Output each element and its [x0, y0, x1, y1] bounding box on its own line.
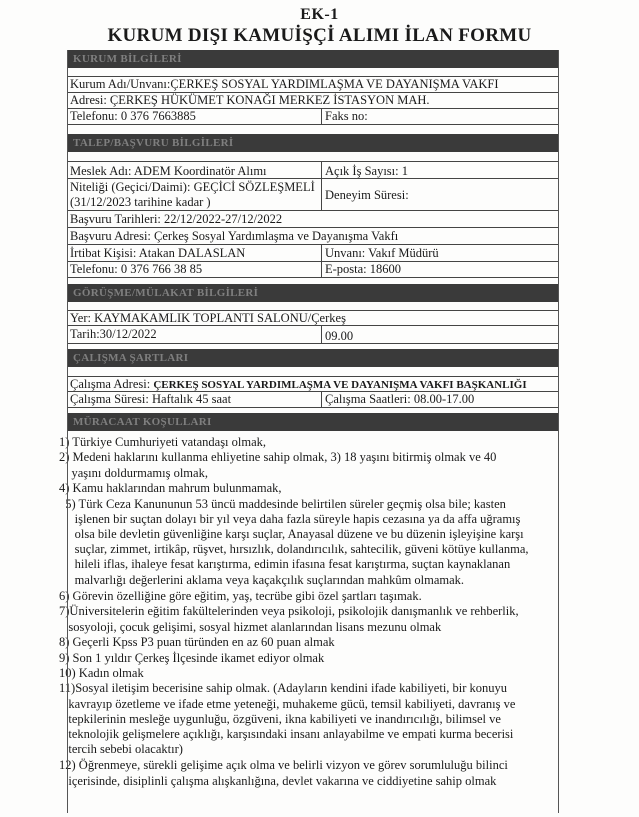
work-hours: Çalışma Saatleri: 08.00-17.00 — [321, 392, 474, 407]
requirement-item — [59, 497, 559, 588]
requirement-line: 8) Geçerli Kpss P3 puan türünden en az 60 puan almak — [59, 635, 335, 650]
requirement-line: 7)Üniversitelerin eğitim fakültelerinden veya psikoloji, psikolojik danışmanlık ve rehberlik, — [59, 604, 519, 619]
annex-label: EK-1 — [300, 6, 339, 23]
requirement-line: tercih sebebi olacaktır) — [59, 742, 183, 757]
requirement-line: yaşını doldurmamış olmak, — [59, 465, 208, 480]
section-header-gorusme: GÖRÜŞME/MÜLAKAT BİLGİLERİ — [67, 284, 559, 302]
contact-email: E-posta: 18600 — [321, 262, 401, 277]
kurum-address-row — [67, 93, 559, 109]
interview-place-row — [67, 310, 559, 326]
interview-place: Yer: KAYMAKAMLIK TOPLANTI SALONU/Çerkeş — [70, 311, 346, 325]
requirement-item — [59, 681, 559, 757]
form-title: KURUM DIŞI KAMUİŞÇİ ALIMI İLAN FORMU — [107, 25, 532, 46]
talep-job-row — [67, 161, 559, 179]
requirement-item — [59, 435, 559, 450]
work-duration: Çalışma Süresi: Haftalık 45 saat — [70, 392, 232, 406]
interview-time-row — [67, 326, 559, 344]
requirement-line: teknolojik gelişmelere açıklığı, karşısındaki insanı anlayabilme ve empati kurma becerisi — [59, 727, 514, 741]
kurum-contact-row — [67, 109, 559, 125]
talep-phone-row — [67, 262, 559, 278]
job-nature-line2: (31/12/2023 tarihine kadar ) — [70, 195, 211, 209]
requirement-item — [59, 651, 559, 666]
section-header-kurum: KURUM BİLGİLERİ — [67, 50, 559, 68]
contact-person: İrtibat Kişisi: Atakan DALASLAN — [70, 246, 246, 260]
kurum-name-row — [67, 76, 559, 93]
open-positions: Açık İş Sayısı: 1 — [321, 162, 408, 178]
talep-dates-row — [67, 211, 559, 228]
requirement-line: tepkilerinin mesleğe uygunluğu, özgüveni, ikna kabiliyeti ve inandırıcılığı, bilimsel ve — [59, 711, 501, 726]
requirement-line: 2) Medeni haklarını kullanma ehliyetine sahip olmak, 3) 18 yaşını bitirmiş olmak ve 40 — [59, 450, 497, 465]
requirement-line: işlenen bir suçtan dolayı bir yıl veya daha fazla süreyle hapis cezasına ya da affa uğramış — [59, 511, 521, 526]
requirement-item — [59, 758, 559, 788]
experience: Deneyim Süresi: — [321, 179, 409, 210]
section-header-muracaat: MÜRACAAT KOŞULLARI — [67, 413, 559, 431]
requirement-line: malvarlığı değerlerini aklama veya kaçakçılık suçlarından mahkûm olmamak. — [59, 572, 465, 587]
job-nature — [67, 179, 315, 210]
work-hours-row — [67, 392, 559, 408]
requirement-line: suçlar, zimmet, irtikâp, rüşvet, hırsızlık, dolandırıcılık, sahtecilik, güveni kötüye kullanma, — [59, 542, 529, 557]
requirement-line: hileli iflas, ihaleye fesat karıştırma, edimin ifasına fesat karıştırma, suçtan kaynaklanan — [59, 557, 511, 572]
requirement-line: 9) Son 1 yıldır Çerkeş İlçesinde ikamet ediyor olmak — [59, 650, 325, 665]
application-address: Başvuru Adresi: Çerkeş Sosyal Yardımlaşma ve Dayanışma Vakfı — [70, 229, 399, 243]
interview-hour: 09.00 — [321, 326, 353, 343]
talep-nature-row — [67, 179, 559, 211]
kurum-fax: Faks no: — [321, 109, 368, 124]
contact-phone: Telefonu: 0 376 766 38 85 — [70, 262, 203, 276]
requirement-item — [59, 666, 559, 681]
work-address-label: Çalışma Adresi: — [70, 377, 154, 391]
requirement-item — [59, 635, 559, 650]
job-nature-line1: Niteliği (Geçici/Daimi): GEÇİCİ SÖZLEŞMELİ — [70, 180, 315, 194]
requirement-item — [59, 589, 559, 604]
requirement-line: 11)Sosyal iletişim becerisine sahip olmak. (Adayların kendini ifade kabiliyeti, bir konuyu — [59, 681, 508, 696]
requirement-line: 6) Görevin özelliğine göre eğitim, yaş, tecrübe gibi özel şartları taşımak. — [59, 589, 422, 603]
talep-address-row — [67, 228, 559, 245]
requirement-line: kavrayıp özetleme ve ifade etme yeteneği, muhakeme gücü, temsil kabiliyeti, davranış ve — [59, 696, 516, 711]
talep-contact-row — [67, 245, 559, 262]
application-dates: Başvuru Tarihleri: 22/12/2022-27/12/2022 — [70, 212, 283, 226]
requirement-line: olsa bile devletin güvenliğine karşı suçlar, Anayasal düzene ve bu düzenin işleyişine karşı — [59, 527, 524, 541]
kurum-phone: Telefonu: 0 376 7663885 — [70, 109, 196, 123]
requirement-item — [59, 450, 559, 480]
section-header-talep: TALEP/BAŞVURU BİLGİLERİ — [67, 134, 559, 152]
application-form — [59, 50, 559, 813]
work-address — [67, 377, 527, 391]
kurum-address: Adresi: ÇERKEŞ HÜKÜMET KONAĞI MERKEZ İSTASYON MAH. — [70, 93, 430, 107]
work-address-row — [67, 376, 559, 392]
requirement-line: sosyoloji, çocuk gelişimi, sosyal hizmet alanlarından lisans mezunu olmak — [59, 619, 442, 634]
job-title: Meslek Adı: ADEM Koordinatör Alımı — [70, 164, 267, 178]
requirement-line: 5) Türk Ceza Kanununun 53 üncü maddesinde belirtilen süreler geçmiş olsa bile; kasten — [59, 496, 506, 511]
requirement-line: 1) Türkiye Cumhuriyeti vatandaşı olmak, — [59, 435, 267, 449]
work-address-value: ÇERKEŞ SOSYAL YARDIMLAŞMA VE DAYANIŞMA VAKFI BAŞKANLIĞI — [153, 379, 527, 391]
kurum-name: Kurum Adı/Unvanı:ÇERKEŞ SOSYAL YARDIMLAŞMA VE DAYANIŞMA VAKFI — [70, 77, 499, 91]
requirement-line: 12) Öğrenmeye, sürekli gelişime açık olma ve belirli vizyon ve görev sorumluluğu bilinci — [59, 758, 508, 773]
requirement-item — [59, 481, 559, 496]
requirement-line: içerisinde, disiplinli çalışma alışkanlığına, devlet vakarına ve ciddiyetine sahip olmak — [59, 773, 497, 788]
requirement-line: 4) Kamu haklarından mahrum bulunmamak, — [59, 481, 282, 496]
interview-date: Tarih:30/12/2022 — [70, 327, 157, 341]
section-header-calisma: ÇALIŞMA ŞARTLARI — [67, 349, 559, 367]
requirement-item — [59, 604, 559, 634]
contact-title: Unvanı: Vakıf Müdürü — [321, 245, 439, 261]
requirement-line: 10) Kadın olmak — [59, 666, 144, 680]
